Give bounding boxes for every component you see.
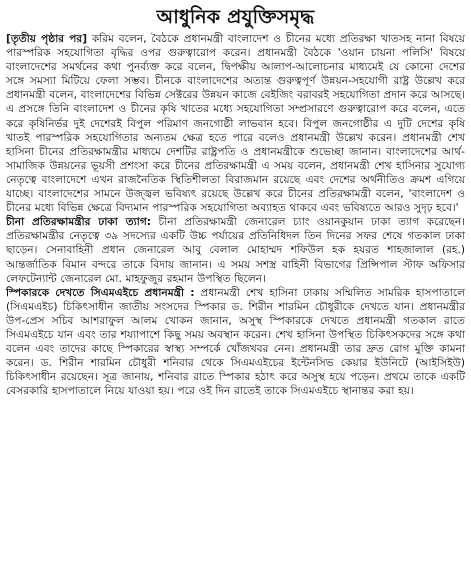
subheading-pm-visits-speaker: স্পিকারকে দেখতে সিএমএইচে প্রধানমন্ত্রী : <box>6 286 195 299</box>
article-body <box>6 32 465 398</box>
paragraph-1-text: করিম বলেন, বৈঠকে প্রধানমন্ত্রী বাংলাদেশ ও চীনের মধ্যে প্রতিরক্ষা খাতসহ নানা বিষয়ে পারস্পরিক সহযোগিতা বৃদ্ধির ওপর গুরুত্বারোপ করেন। প্রধানমন্ত্রী বৈঠকে 'ওয়ান চায়না পলিসি' বিষয়ে বাংলাদেশের সমর্থনের কথা পুনর্ব্যক্ত করে বলেন, দ্বিপক্ষীয় আলাপ-আলোচনার মাধ্যমেই যে কোনো দেশের সঙ্গে সমস্যা মিটিয়ে ফেলা সম্ভব। চীনকে বাংলাদেশের অত্যন্ত গুরুত্বপূর্ণ উন্নয়ন-সহযোগী রাষ্ট্র উল্লেখ করে প্রধানমন্ত্রী বলেন, বাংলাদেশের বিভিন্ন সেক্টরের উন্নয়ন কাজে বেইজিং বরাবরই সহযোগিতা প্রদান করে আসছে। এ প্রসঙ্গে তিনি বাংলাদেশ ও চীনের কৃষি খাতের মধ্যে সহযোগিতা সম্প্রসারণে গুরুত্বারোপ করে বলেন, এতে করে কৃষিনির্ভর দুই দেশেরই বিপুল পরিমাণ জনগোষ্ঠী লাভবান হবে। বিপুল জনগোষ্ঠীর এ দুটি দেশের কৃষি খাতই পারস্পরিক সহযোগিতার অন্যতম ক্ষেত্র হতে পারে বলেও প্রধানমন্ত্রী উল্লেখ করেন। প্রধানমন্ত্রী শেখ হাসিনা চীনের প্রতিরক্ষামন্ত্রীর মাধ্যমে দেশটির রাষ্ট্রপতি ও প্রধানমন্ত্রীকে শুভেচ্ছা জানান। বাংলাদেশের আর্থ-সামাজিক উন্নয়নের ভূয়সী প্রশংসা করে চীনের প্রতিরক্ষামন্ত্রী এ সময় বলেন, প্রধানমন্ত্রী শেখ হাসিনার সুযোগ্য নেতৃত্বে বাংলাদেশে এখন রাজনৈতিক স্থিতিশীলতা বিরাজমান রয়েছে এবং দেশের অর্থনীতিও ক্রমশ এগিয়ে যাচ্ছে। বাংলাদেশের সামনে উজ্জ্বল ভবিষ্যৎ রয়েছে উল্লেখ করে চীনের প্রতিরক্ষামন্ত্রী বলেন, 'বাংলাদেশ ও চীনের মধ্যে বিভিন্ন ক্ষেত্রে বিদ্যমান পারস্পরিক সহযোগিতা অব্যাহত থাকবে এবং ভবিষ্যতে আরও সুদৃঢ় হবে।' <box>6 33 466 215</box>
paragraph-3-text: প্রধানমন্ত্রী শেখ হাসিনা ঢাকায় সম্মিলিত সামরিক হাসপাতালে (সিএমএইচ) চিকিৎসাধীন জাতীয় সংসদের স্পিকার ড. শিরীন শারমিন চৌধুরীকে দেখতে যান। প্রধানমন্ত্রীর উপ-প্রেস সচিব আশরাফুল আলম খোকন জানান, অসুস্থ স্পিকারকে দেখতে প্রধানমন্ত্রী গতকাল রাতে সিএমএইচে যান এবং তার শয্যাপাশে কিছু সময় অবস্থান করেন। শেখ হাসিনা উপস্থিত চিকিৎসকদের সঙ্গে কথা বলেন এবং তাদের কাছে স্পিকারের স্বাস্থ্য সম্পর্কে খোঁজখবর নেন। প্রধানমন্ত্রী তার দ্রুত রোগ মুক্তি কামনা করেন। ড. শিরীন শারমিন চৌধুরী শনিবার থেকে সিএমএইচের ইন্টেনসিভ কেয়ার ইউনিটে (আইসিইউ) চিকিৎসাধীন রয়েছেন। সূত্র জানায়, শনিবার রাতে স্পিকার হঠাৎ করে অসুস্থ হয়ে পড়েন। প্রথমে তাকে একটি বেসরকারি হাসপাতালে নিয়ে যাওয়া হয়। পরে ওই দিন রাতেই তাকে সিএমএইচে স্থানান্তর করা হয়। <box>6 286 465 398</box>
paragraph-2-text: চীনা প্রতিরক্ষামন্ত্রী জেনারেল চ্যাং ওয়ানকুয়ান ঢাকা ত্যাগ করেছেন। প্রতিরক্ষামন্ত্রীর নেতৃত্বে ৩৯ সদস্যের একটি উচ্চ পর্যায়ের প্রতিনিধিদল তিন দিনের সফর শেষে গতকাল ঢাকা ছাড়েন। সেনাবাহিনী প্রধান জেনারেল আবু বেলাল মোহাম্মদ শফিউল হক হযরত শাহজালাল (রহ.) আন্তর্জাতিক বিমান বন্দরে তাকে বিদায় জানান। এ সময় সশস্ত্র বাহিনী বিভাগের প্রিন্সিপাল স্টাফ অফিসার লেফটেন্যান্ট জেনারেল মো. মাহফুজুর রহমান উপস্থিত ছিলেন। <box>6 216 465 285</box>
article-headline: আধুনিক প্রযুক্তিসমৃদ্ধ <box>156 6 315 28</box>
paragraph-3 <box>6 286 465 399</box>
paragraph-1 <box>6 32 465 215</box>
continuation-marker: [তৃতীয় পৃষ্ঠার পর] <box>6 33 88 45</box>
subheading-defence-minister-departure: চীনা প্রতিরক্ষামন্ত্রীর ঢাকা ত্যাগ: <box>6 216 151 229</box>
paragraph-2 <box>6 215 465 285</box>
